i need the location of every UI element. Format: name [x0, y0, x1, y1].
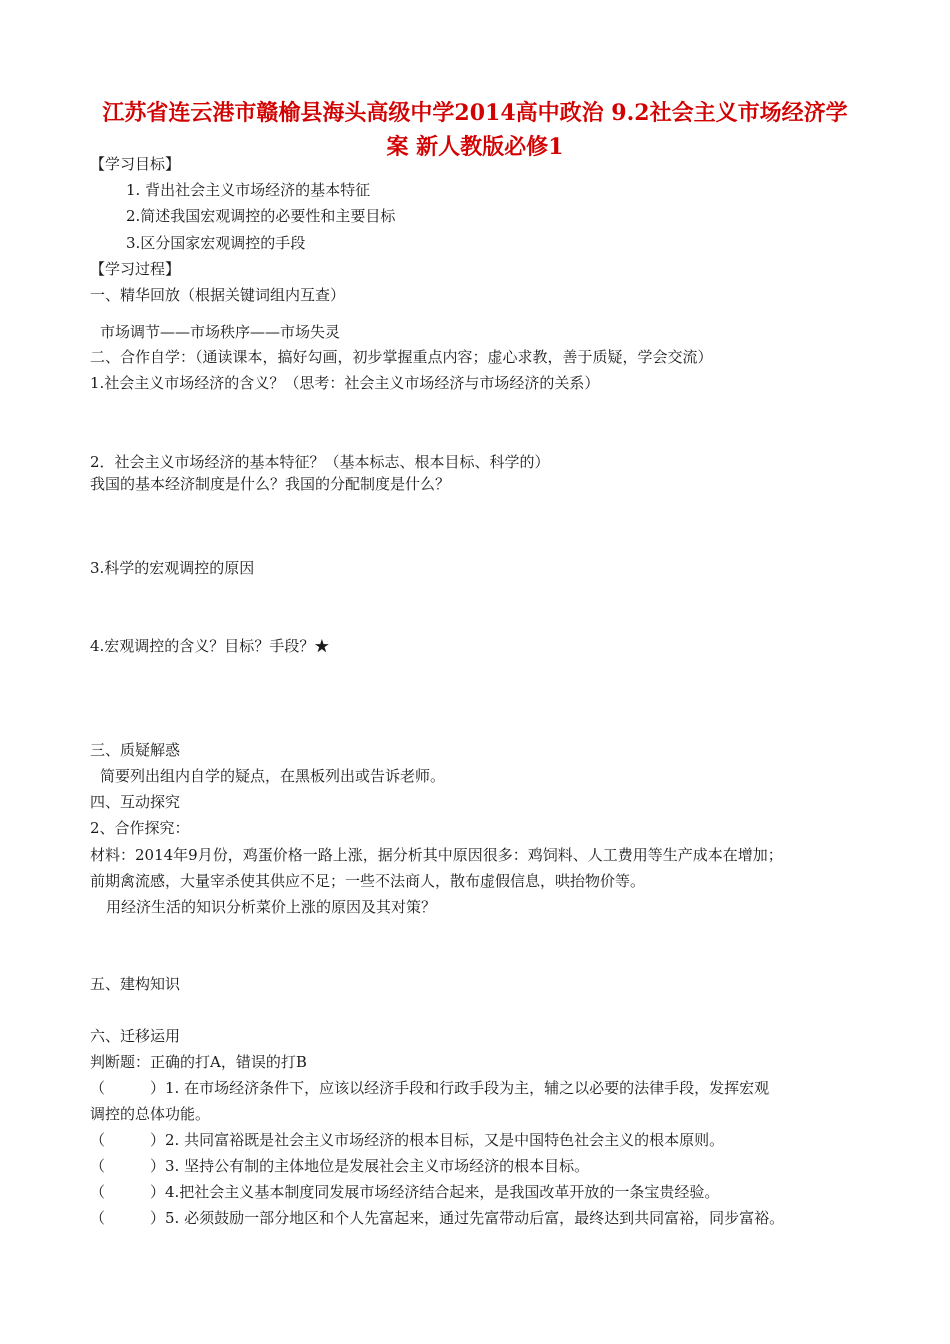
material-question: 用经济生活的知识分析菜价上涨的原因及其对策？ — [106, 898, 437, 916]
question-3: 3.科学的宏观调控的原因 — [90, 559, 255, 577]
goal-item-1: 1. 背出社会主义市场经济的基本特征 — [126, 181, 371, 199]
section-2-title: 二、合作自学：（通读课本，搞好勾画，初步掌握重点内容；虚心求教，善于质疑，学会交流） — [90, 348, 713, 366]
judge-item-5: （ ）5. 必须鼓励一部分地区和个人先富起来，通过先富带动后富，最终达到共同富裕，同步富裕。 — [90, 1209, 785, 1227]
material-line-2: 前期禽流感，大量宰杀使其供应不足；一些不法商人，散布虚假信息，哄抬物价等。 — [90, 872, 646, 890]
judge-intro: 判断题：正确的打A，错误的打B — [90, 1053, 307, 1071]
goals-heading: 【学习目标】 — [90, 155, 181, 173]
section-5-title: 五、建构知识 — [90, 975, 181, 993]
judge-item-1-cont: 调控的总体功能。 — [90, 1105, 211, 1123]
judge-item-3: （ ）3. 坚持公有制的主体地位是发展社会主义市场经济的根本目标。 — [90, 1157, 590, 1175]
judge-item-2: （ ）2. 共同富裕既是社会主义市场经济的根本目标，又是中国特色社会主义的根本原则。 — [90, 1131, 725, 1149]
section-3-text: 简要列出组内自学的疑点，在黑板列出或告诉老师。 — [100, 767, 446, 785]
section-3-title: 三、质疑解惑 — [90, 741, 181, 759]
title-line-1: 江苏省连云港市赣榆县海头高级中学2014高中政治 9.2社会主义市场经济学 — [102, 100, 848, 126]
question-2b: 我国的基本经济制度是什么？我国的分配制度是什么？ — [90, 475, 451, 493]
judge-item-4: （ ）4.把社会主义基本制度同发展市场经济结合起来，是我国改革开放的一条宝贵经验。 — [90, 1183, 720, 1201]
title-line-2: 案 新人教版必修1 — [386, 134, 564, 160]
section-4-subtitle: 2、合作探究： — [90, 819, 190, 837]
section-4-title: 四、互动探究 — [90, 793, 181, 811]
section-1-text: 市场调节——市场秩序——市场失灵 — [100, 323, 341, 341]
question-1: 1.社会主义市场经济的含义？（思考：社会主义市场经济与市场经济的关系） — [90, 374, 600, 392]
section-1-title: 一、精华回放（根据关键词组内互查） — [90, 286, 346, 304]
question-2: 2．社会主义市场经济的基本特征？（基本标志、根本目标、科学的） — [90, 453, 550, 471]
question-4: 4.宏观调控的含义？目标？手段？★ — [90, 637, 330, 655]
document-title — [60, 96, 890, 164]
goal-item-3: 3.区分国家宏观调控的手段 — [126, 234, 306, 252]
process-heading: 【学习过程】 — [90, 260, 181, 278]
judge-item-1: （ ）1. 在市场经济条件下，应该以经济手段和行政手段为主，辅之以必要的法律手段，发挥宏观 — [90, 1079, 770, 1097]
goal-item-2: 2.简述我国宏观调控的必要性和主要目标 — [126, 207, 396, 225]
material-line-1: 材料：2014年9月份，鸡蛋价格一路上涨，据分析其中原因很多：鸡饲料、人工费用等生产成本在增加； — [90, 846, 783, 864]
section-6-title: 六、迁移运用 — [90, 1027, 181, 1045]
